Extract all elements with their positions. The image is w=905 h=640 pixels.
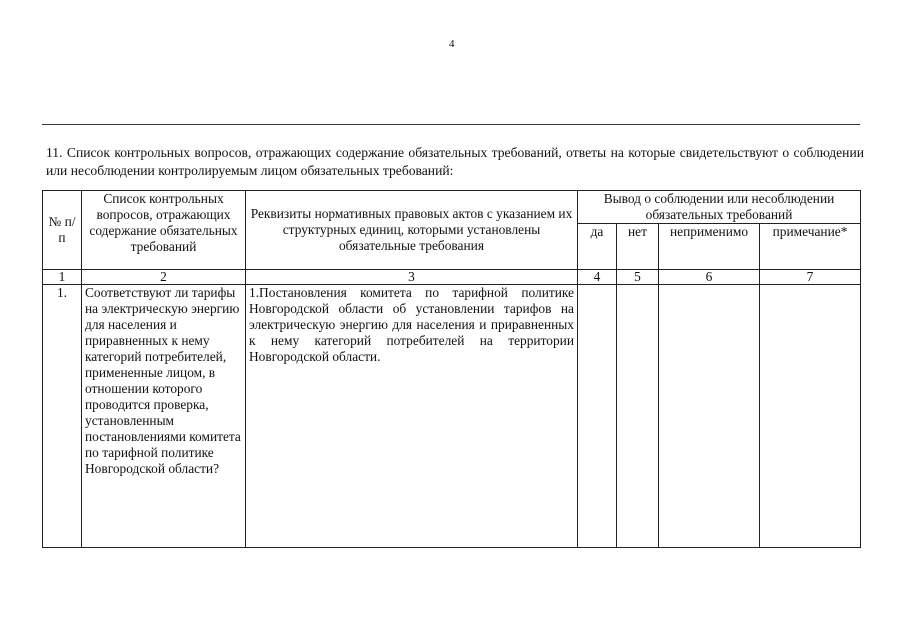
page-number: 4 bbox=[449, 38, 455, 50]
row-no-cell bbox=[617, 285, 659, 548]
header-na: неприменимо bbox=[659, 224, 760, 270]
row-note-cell bbox=[760, 285, 861, 548]
header-row-top bbox=[43, 191, 861, 224]
column-number: 1 bbox=[43, 270, 82, 285]
header-no: нет bbox=[617, 224, 659, 270]
column-number: 5 bbox=[617, 270, 659, 285]
header-divider bbox=[42, 124, 860, 125]
column-number: 3 bbox=[246, 270, 578, 285]
row-question: Соответствуют ли тарифы на электрическую энергию для населения и приравненных к нему категорий потребителей, примененные лицом, в отношении которого проводится проверка, установленным постановлениями комитета по тарифной политике Новгородской области? bbox=[82, 285, 246, 548]
table-row bbox=[43, 285, 861, 548]
header-acts: Реквизиты нормативных правовых актов с указанием их структурных единиц, которыми установлены обязательные требования bbox=[246, 191, 578, 270]
section-title: 11. Список контрольных вопросов, отражающих содержание обязательных требований, ответы на которые свидетельствуют о соблюдении или несоблюдении контролируемым лицом обязательных требований: bbox=[46, 145, 864, 178]
header-num: № п/п bbox=[43, 191, 82, 270]
column-number: 7 bbox=[760, 270, 861, 285]
row-na-cell bbox=[659, 285, 760, 548]
header-yes: да bbox=[578, 224, 617, 270]
row-yes-cell bbox=[578, 285, 617, 548]
checklist-table bbox=[42, 190, 861, 548]
row-number: 1. bbox=[43, 285, 82, 548]
row-act: 1.Постановления комитета по тарифной политике Новгородской области об установлении тарифов на электрическую энергию для населения и приравненных к нему категорий потребителей на территории Новгородской области. bbox=[246, 285, 578, 548]
header-conclusion: Вывод о соблюдении или несоблюдении обязательных требований bbox=[578, 191, 861, 224]
column-number: 4 bbox=[578, 270, 617, 285]
header-note: примечание* bbox=[760, 224, 861, 270]
column-number: 2 bbox=[82, 270, 246, 285]
column-number: 6 bbox=[659, 270, 760, 285]
header-questions: Список контрольных вопросов, отражающих содержание обязательных требований bbox=[82, 191, 246, 270]
column-number-row bbox=[43, 270, 861, 285]
